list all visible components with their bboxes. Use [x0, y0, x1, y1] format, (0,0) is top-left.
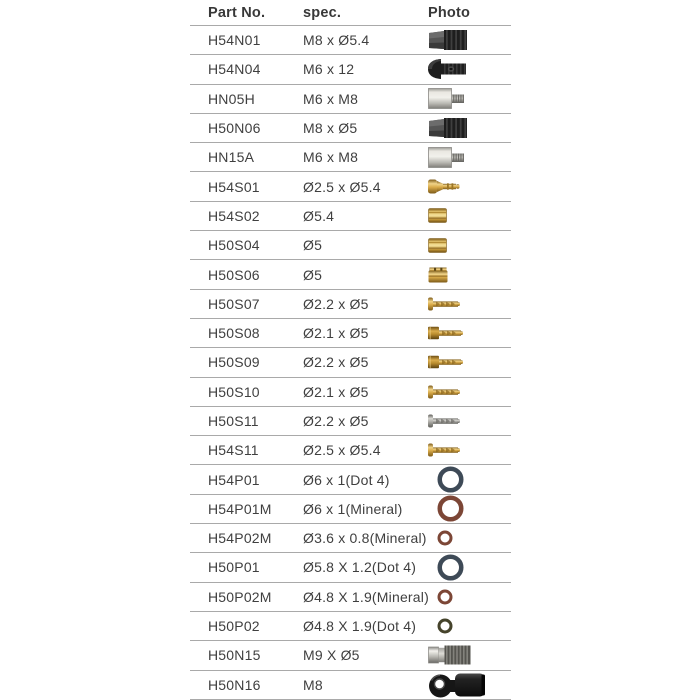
part-photo-cell	[428, 465, 511, 494]
spec-value: Ø2.2 x Ø5	[303, 413, 369, 429]
part-photo-cell	[428, 147, 511, 168]
part-number: H50S09	[208, 354, 260, 371]
spec-value: M8 x Ø5	[303, 120, 358, 137]
spec-value: M6 x M8	[303, 149, 359, 166]
barb-head-brass-icon	[428, 355, 464, 369]
o-ring-large-dark-icon	[436, 553, 465, 582]
o-ring-large-dark-icon	[436, 465, 465, 494]
part-photo-cell	[428, 617, 511, 635]
table-row	[190, 378, 511, 407]
spec-value: M6 x 12	[303, 61, 355, 78]
part-photo-cell	[428, 267, 511, 283]
table-row	[190, 231, 511, 260]
spec-value: Ø2.2 x Ø5	[303, 354, 369, 371]
part-photo-cell	[428, 529, 511, 547]
part-photo-cell	[428, 494, 511, 523]
spec-value: Ø6 x 1(Mineral)	[303, 500, 403, 517]
table-row	[190, 143, 511, 172]
spec-value: Ø2.5 x Ø5.4	[303, 178, 381, 195]
spec-value: Ø5	[303, 266, 323, 283]
part-number: H54P01	[208, 471, 260, 488]
column-header-photo: Photo	[428, 4, 471, 21]
spec-value: Ø5.8 X 1.2(Dot 4)	[303, 559, 417, 576]
table-header-row	[190, 0, 511, 26]
spec-value: Ø2.1 x Ø5	[303, 325, 369, 342]
part-number: H50N06	[208, 120, 261, 137]
table-row	[190, 55, 511, 84]
part-number: H54S01	[208, 178, 260, 195]
part-number: H50P02M	[208, 588, 272, 605]
table-row	[190, 495, 511, 524]
olive-brass-icon	[428, 267, 448, 283]
o-ring-small-brown-icon	[436, 529, 454, 547]
barb-flange-brass-icon	[428, 385, 462, 399]
part-photo-cell	[428, 178, 511, 195]
part-photo-cell	[428, 117, 511, 139]
part-photo-cell	[428, 553, 511, 582]
parts-table	[190, 0, 511, 700]
spec-value: M9 X Ø5	[303, 647, 360, 664]
spec-value: Ø5	[303, 237, 323, 254]
table-row	[190, 172, 511, 201]
spec-value: M6 x M8	[303, 90, 359, 107]
part-number: H54P01M	[208, 500, 272, 517]
table-row	[190, 290, 511, 319]
part-photo-cell	[428, 645, 511, 665]
part-photo-cell	[428, 29, 511, 51]
table-row	[190, 26, 511, 55]
table-row	[190, 260, 511, 289]
table-row	[190, 524, 511, 553]
part-photo-cell	[428, 672, 511, 698]
part-photo-cell	[428, 238, 511, 253]
part-number: H50S08	[208, 325, 260, 342]
barb-flange-brass-icon	[428, 297, 462, 311]
spec-value: Ø2.5 x Ø5.4	[303, 442, 381, 459]
sleeve-brass-icon	[428, 238, 447, 253]
hex-bolt-silver-icon	[428, 645, 472, 665]
table-row	[190, 436, 511, 465]
spec-value: Ø2.2 x Ø5	[303, 295, 369, 312]
barb-head-brass-icon	[428, 326, 464, 340]
part-number: H54N01	[208, 32, 261, 49]
table-row	[190, 319, 511, 348]
part-number: H50S10	[208, 383, 260, 400]
o-ring-small-brown-icon	[436, 588, 454, 606]
part-number: HN15A	[208, 149, 255, 166]
cone-barb-brass-icon	[428, 178, 460, 195]
spec-value: M8	[303, 676, 323, 693]
part-photo-cell	[428, 59, 511, 79]
part-number: H50N16	[208, 676, 261, 693]
part-number: H50N15	[208, 647, 261, 664]
sleeve-brass-icon	[428, 208, 447, 223]
table-row	[190, 553, 511, 582]
part-number: H50P02	[208, 618, 260, 635]
part-number: H54S02	[208, 207, 260, 224]
part-number: H54P02M	[208, 530, 272, 547]
barb-flange-brass-icon	[428, 443, 462, 457]
table-row	[190, 583, 511, 612]
part-number: H54N04	[208, 61, 261, 78]
part-number: H50S06	[208, 266, 260, 283]
table-row	[190, 348, 511, 377]
part-photo-cell	[428, 443, 511, 457]
table-row	[190, 407, 511, 436]
part-number: H50S04	[208, 237, 260, 254]
table-row	[190, 465, 511, 494]
part-number: H50P01	[208, 559, 260, 576]
part-photo-cell	[428, 297, 511, 311]
table-row	[190, 114, 511, 143]
part-photo-cell	[428, 588, 511, 606]
part-number: HN05H	[208, 90, 255, 107]
spec-value: Ø6 x 1(Dot 4)	[303, 471, 390, 488]
spec-value: Ø4.8 X 1.9(Mineral)	[303, 588, 429, 605]
column-header-part-no: Part No.	[208, 4, 266, 21]
part-photo-cell	[428, 385, 511, 399]
spec-value: Ø3.6 x 0.8(Mineral)	[303, 530, 427, 547]
table-row	[190, 641, 511, 670]
o-ring-small-olive-icon	[436, 617, 454, 635]
table-row	[190, 202, 511, 231]
banjo-bolt-black-icon	[428, 59, 468, 79]
part-photo-cell	[428, 208, 511, 223]
table-row	[190, 671, 511, 700]
hex-bolt-black-icon	[428, 29, 468, 51]
standoff-silver-icon	[428, 88, 465, 109]
part-number: H50S07	[208, 295, 260, 312]
part-number: H50S11	[208, 413, 259, 429]
standoff-silver-icon	[428, 147, 465, 168]
spec-value: Ø5.4	[303, 207, 335, 224]
banjo-black-icon	[428, 672, 488, 698]
spec-value: Ø4.8 X 1.9(Dot 4)	[303, 618, 417, 635]
part-photo-cell	[428, 88, 511, 109]
part-number: H54S11	[208, 442, 259, 459]
part-photo-cell	[428, 326, 511, 340]
column-header-spec: spec.	[303, 4, 342, 21]
table-row	[190, 612, 511, 641]
barb-flange-silver-icon	[428, 414, 462, 428]
part-photo-cell	[428, 355, 511, 369]
table-row	[190, 85, 511, 114]
o-ring-large-brown-icon	[436, 494, 465, 523]
spec-value: M8 x Ø5.4	[303, 32, 370, 49]
hex-bolt-black-icon	[428, 117, 468, 139]
spec-value: Ø2.1 x Ø5	[303, 383, 369, 400]
part-photo-cell	[428, 414, 511, 428]
